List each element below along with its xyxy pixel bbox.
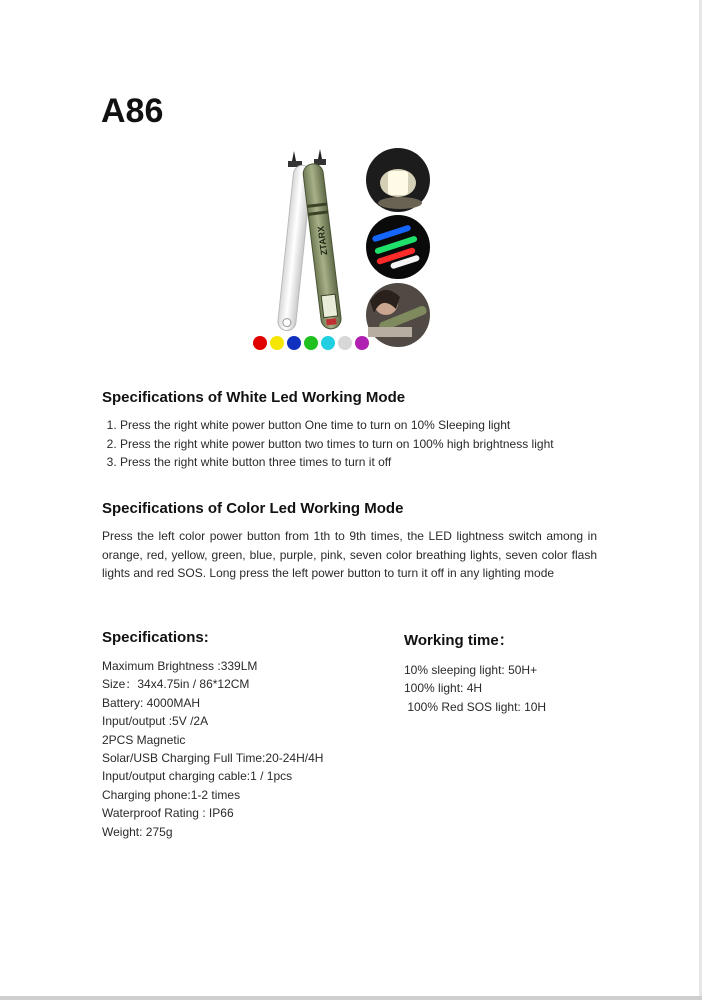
- color-dot-green: [304, 336, 318, 350]
- specifications-heading: Specifications:: [102, 629, 209, 646]
- white-led-heading: Specifications of White Led Working Mode: [102, 389, 406, 406]
- brand-text: ZTARX: [315, 225, 330, 256]
- spec-item: Solar/USB Charging Full Time:20-24H/4H: [102, 751, 324, 766]
- spec-item: Input/output :5V /2A: [102, 714, 209, 729]
- spec-item: Battery: 4000MAH: [102, 695, 201, 710]
- working-time-section: [404, 629, 634, 716]
- color-options: [253, 336, 369, 350]
- color-led-description: Press the left color power button from 1th to 9th times, the LED lightness switch among in orange, red, yellow, green, blue, purple, pink, seven color breathing lights, seven color flash lights and red SOS. Long press the left power button to turn it off in any lighting mode: [102, 529, 597, 581]
- color-tubes-photo: [366, 215, 430, 279]
- working-time-item: 100% Red SOS light: 10H: [404, 699, 547, 714]
- spec-item: Input/output charging cable:1 / 1pcs: [102, 769, 293, 784]
- spec-item: Maximum Brightness :339LM: [102, 659, 258, 673]
- white-led-step: 2. Press the right white power button two times to turn on 100% high brightness light: [120, 435, 597, 454]
- person-photo: [366, 283, 430, 347]
- spec-item: 2PCS Magnetic: [102, 732, 186, 747]
- color-dot-cyan: [321, 336, 335, 350]
- color-dot-red: [253, 336, 267, 350]
- page-bottom-edge: [0, 996, 702, 1000]
- spec-item: Charging phone:1-2 times: [102, 787, 241, 802]
- specifications-list: [102, 657, 392, 841]
- spec-item: Size：34x4.75in / 86*12CM: [102, 677, 250, 692]
- color-led-section: [102, 500, 597, 583]
- working-time-item: 100% light: 4H: [404, 681, 483, 696]
- lantern-photo: [366, 148, 430, 212]
- working-time-item: 10% sleeping light: 50H+: [404, 663, 538, 677]
- color-dot-white: [338, 336, 352, 350]
- color-dot-purple: [355, 336, 369, 350]
- working-time-list: [404, 661, 634, 716]
- product-image: [250, 145, 440, 357]
- spec-item: Waterproof Rating : IP66: [102, 806, 234, 821]
- color-dot-blue: [287, 336, 301, 350]
- color-led-heading: Specifications of Color Led Working Mode: [102, 500, 404, 517]
- white-led-step: 3. Press the right white button three times to turn it off: [120, 453, 597, 472]
- green-light-tube: [302, 149, 342, 330]
- specifications-section: [102, 629, 392, 841]
- white-led-step: 1. Press the right white power button One time to turn on 10% Sleeping light: [120, 416, 597, 435]
- white-led-steps: [102, 416, 597, 472]
- white-led-section: [102, 389, 597, 472]
- product-title: A86: [101, 92, 164, 130]
- color-dot-yellow: [270, 336, 284, 350]
- spec-item: Weight: 275g: [102, 824, 173, 839]
- working-time-heading: Working time：: [404, 632, 514, 649]
